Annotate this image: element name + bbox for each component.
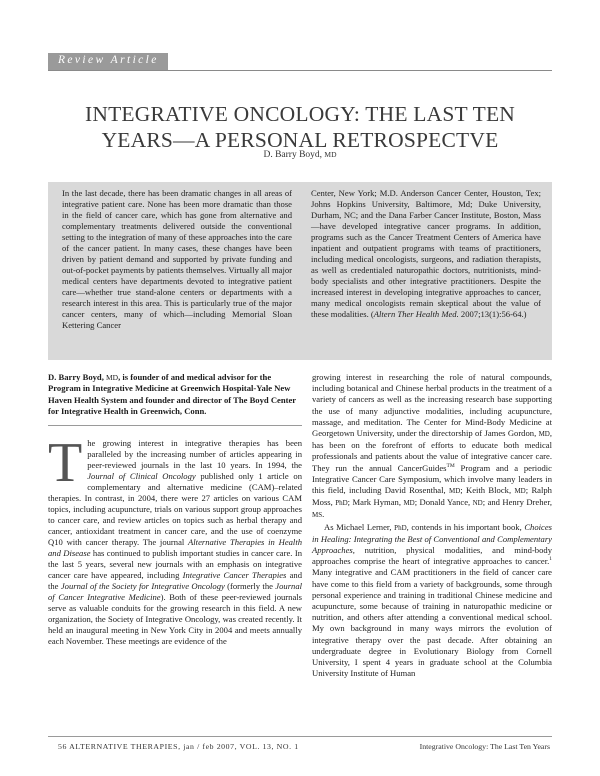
abstract-citation-journal: Altern Ther Health Med.	[373, 309, 459, 319]
body-column-left	[48, 432, 303, 647]
body-paragraph	[48, 432, 303, 647]
footer-rule	[48, 736, 552, 737]
body-text: , contends in his important book,	[406, 521, 525, 532]
author-note-text: , is founder of and medical advisor for the Program in Integrative Medicine at Greenwich Hospital-Yale New Haven Health System and founder and director of The Boyd Center for Integrative Health in Greenwich, Conn.	[48, 372, 296, 416]
abstract-box	[48, 182, 552, 360]
abstract-text-left: In the last decade, there has been dramatic changes in all areas of integrative patient care. None has been more dramatic than those in the field of cancer care, which has gone from alternative and complementary treatments delivered outside the conventional setting to the integration of many of these approaches into the care of the cancer patient. In many cases, these changes have been driven by patient demand and supported by private funding and out-of-pocket payments by patients themselves. Virtually all major medical centers have departments devoted to integrative patient care—whether true stand-alone centers or departments with a research interest in this area. This is particularly true of the major cancer centers, many of which—including Memorial Sloan Kettering Cancer	[62, 188, 292, 330]
journal-name: Journal of Cancer Integrative Medicine	[48, 581, 303, 602]
section-tag-label: Review Article	[58, 54, 159, 66]
body-paragraph	[312, 372, 552, 522]
body-text: (formerly the	[224, 581, 276, 591]
journal-name: Alternative Therapies in Health and Disease	[48, 537, 302, 558]
credential: MD	[448, 487, 461, 496]
reference-marker: 1	[549, 556, 552, 563]
author-note	[48, 372, 302, 417]
author-note-name: D. Barry Boyd,	[48, 372, 104, 382]
byline-credential: MD	[324, 150, 337, 159]
body-text: has continued to publish important studies in cancer care. In the last 5 years, several new journals with an emphasis on integrative cancer care have appeared, including	[48, 548, 302, 580]
article-title-line-2: YEARS—A PERSONAL RETROSPECTVE	[101, 128, 499, 152]
byline-author: D. Barry Boyd,	[263, 150, 323, 160]
journal-name: Integrative Cancer Therapies	[182, 570, 287, 580]
body-text: he growing interest in integrative therapies has been paralleled by the increasing number of articles appearing in peer-reviewed journals in the last 10 years. In 1994, the	[87, 438, 302, 470]
abstract-citation: 2007;13(1):56-64.)	[458, 309, 527, 319]
credential: MD	[514, 487, 526, 496]
journal-name: Journal of Clinical Oncology	[87, 471, 196, 481]
footer-journal-info: 56 ALTERNATIVE THERAPIES, jan / feb 2007, VOL. 13, NO. 1	[58, 742, 299, 751]
body-text: , nutrition, physical modalities, and mind-body approaches comprise the heart of integrative approaches to cancer.	[312, 545, 552, 567]
credential: ND	[472, 499, 483, 508]
footer-running-title: Integrative Oncology: The Last Ten Years	[419, 742, 550, 751]
article-title	[40, 101, 560, 153]
credential: PhD	[394, 523, 407, 532]
drop-cap: T	[48, 432, 83, 494]
body-text: ; Ralph Moss,	[312, 485, 552, 508]
body-text: ; Donald Yance,	[414, 497, 473, 508]
body-text: As Michael Lerner,	[324, 521, 395, 532]
section-tag	[48, 53, 168, 70]
body-text: ; Mark Hyman,	[347, 497, 404, 508]
body-text: ; and Henry Dreher,	[482, 497, 552, 508]
body-text: published only 1 article on complementary and alternative medicine (CAM)–related therapies. In contrast, in 2004, there were 27 articles on various CAM topics, including acupuncture, trials on various support group approaches to cancer care, and review articles on topics such as herbal therapy and cancer, antioxidant treatment in cancer care, and the use of coenzyme Q10 with cancer therapy. The journal	[48, 471, 302, 547]
body-text: Many integrative and CAM practitioners in the field of cancer care have come to this field from a variety of backgrounds, some through personal experience and training in traditional Chinese medicine and acupuncture, some because of training in naturopathic medicine or nutrition, and others after attending a conventional medical school. My own background in many ways mirrors the evolution of integrative therapy over the past decade. After obtaining an undergraduate degree in Evolutionary Biology from Cornell University, I spent 4 years in graduate school at the Columbia University Institute of Human	[312, 567, 552, 679]
body-text: Program and a periodic Integrative Cancer Care Symposium, which involve many leaders in this field, including David Rosenthal,	[312, 462, 552, 496]
body-text: .	[322, 509, 325, 520]
byline	[40, 150, 560, 160]
header-rule	[48, 70, 552, 71]
abstract-right-main: Center, New York; M.D. Anderson Cancer Center, Houston, Tex; Johns Hopkins University, Baltimore, Md; Duke University, Durham, NC; and the Dana Farber Cancer Institute, Boston, Mass—have developed integrative cancer programs. In addition, programs such as the Cancer Treatment Centers of America have inpatient and outpatient programs with teams of practitioners, including medical oncologists, surgeons, and radiation therapists, as well as credentialed naturopathic doctors, nutritionists, mind-body specialists and other integrative practitioners. Despite the increased interest in developing integrative approaches to cancer, many medical oncologists remain skeptical about the value of these modalities. (	[311, 188, 541, 319]
abstract-text-right	[311, 188, 541, 320]
body-text: ; Keith Block,	[460, 485, 515, 496]
body-text: , has been on the forefront of efforts to educate both medical professionals and patients about the value of integrative cancer care. They run the annual CancerGuides	[312, 428, 552, 473]
credential: MD	[403, 499, 415, 508]
body-text: growing interest in researching the role of natural compounds, including botanical and Chinese herbal products in the treatment of a variety of cancers as well as the increasing research base supporting the use of many adjunctive modalities, including acupuncture, massage, and meditation. The Center for Mind-Body Medicine at Georgetown University, under the directorship of James Gordon,	[312, 372, 552, 439]
trademark-mark: TM	[446, 462, 455, 469]
credential: MD	[538, 430, 550, 439]
body-text: and the	[48, 570, 303, 591]
body-column-right	[312, 372, 552, 679]
credential: PhD	[335, 499, 348, 508]
author-note-credential: MD	[106, 373, 119, 382]
credential: MS	[312, 511, 323, 520]
body-paragraph	[312, 522, 552, 680]
abstract-column-right	[311, 188, 541, 320]
article-title-line-1: INTEGRATIVE ONCOLOGY: THE LAST TEN	[84, 102, 516, 126]
abstract-column-left	[62, 188, 292, 331]
author-note-rule	[48, 425, 302, 426]
journal-name: Journal of the Society for Integrative Oncology	[60, 581, 225, 591]
body-text: ). Both of these peer-reviewed journals serve as valuable conduits for the growing research in this field. A new organization, the Society of Integrative Oncology, was created recently. It held an inaugural meeting in New York City in 2004 and meets annually each November. These meetings are evidence of the	[48, 592, 303, 646]
book-title: Choices in Healing: Integrating the Best of Conventional and Complementary Approaches	[312, 521, 552, 556]
